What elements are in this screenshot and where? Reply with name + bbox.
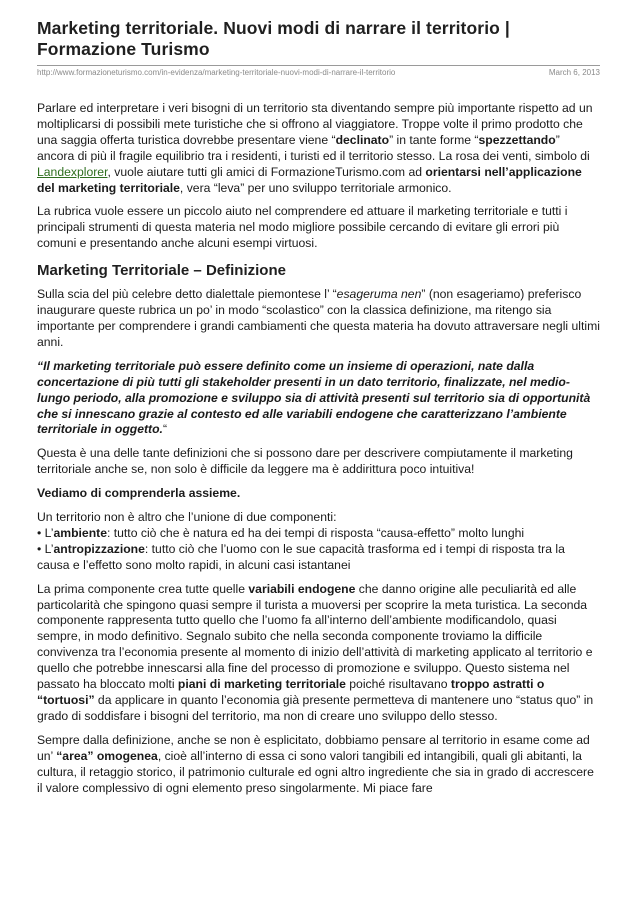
section-paragraph-2: Questa è una delle tante definizioni che si possono dare per descrivere compiutamente il marketing territoriale anche se, non solo è difficile da leggere ma è addirittura poco intuitiva! [37, 446, 573, 477]
bold-antropizzazione: antropizzazione [53, 541, 145, 556]
bold-spezzettando: spezzettando [478, 132, 556, 147]
italic-esageruma-nen: esageruma nen [336, 287, 422, 302]
section-paragraph-4: Sempre dalla definizione, anche se non è esplicitato, dobbiamo pensare al territorio in esame come ad un’ “area” omogenea, cioè all’interno di essa ci sono valori tangibili ed intangibili, quali gli abitanti, la cultura, il retaggio storico, il patrimonio culturale ed ogni altro ingrediente che sia in grado di accrescere il valore complessivo di ogni elemento preso singolarmente. Mi piace fare [37, 732, 594, 795]
page-title: Marketing territoriale. Nuovi modi di narrare il territorio | Formazione Turismo [37, 18, 510, 59]
definition-quote: “Il marketing territoriale può essere definito come un insieme di operazioni, nate dalla concertazione di più tutti gli stakeholder presenti in un dato territorio, finalizzate, nel medio-lungo periodo, alla promozione e sviluppo sia di attività presenti sul territorio sia di opportunità che si innescano grazie al contesto ed alle variabili endogene che caratterizzano l’ambiente territoriale in oggetto.“ [37, 358, 591, 437]
publish-date: March 6, 2013 [548, 68, 600, 77]
section-paragraph-3: La prima componente crea tutte quelle variabili endogene che danno origine alle peculiarità ed alle particolarità che spingono quasi sempre il turista a muoversi per scoprire la meta turistica. La seconda componente rappresenta tutto quello che l’uomo fa all’interno dell’ambiente modificandolo, quasi sempre, in modo definitivo. Segnalo subito che nella seconda componente troviamo la difficile convivenza tra l’economia presente al momento di inizio dell’attività di marketing applicato al territorio e quello che potrebbe innescarsi alla fine del processo di promozione e sviluppo. Questo sistema nel passato ha bloccato molti piani di marketing territoriale poiché risultavano troppo astratti o “tortuosi” da applicare in quanto l’economia già presente permetteva di mantenere uno “status quo” in grado di soddisfare i bisogni del territorio, ma non di creare uno sviluppo dello stesso. [37, 581, 594, 723]
intro-paragraph-2: La rubrica vuole essere un piccolo aiuto nel comprendere ed attuare il marketing territoriale e tutti i principali strumenti di questa materia nel modo migliore possibile cercando di evitare gli errori più comuni e presentando anche alcuni esempi virtuosi. [37, 204, 568, 251]
components-list: Un territorio non è altro che l’unione di due componenti: • L’ambiente: tutto ciò che è natura ed ha dei tempi di risposta “causa-effetto” molto lunghi • L’antropizzazione: tutto ciò che l’uomo con le sue capacità trasforma ed i tempi di risposta tra la causa e l’effetto sono molto rapidi, in alcuni casi istantanei [37, 510, 565, 572]
article-body [37, 101, 600, 796]
landexplorer-link[interactable]: Landexplorer [37, 164, 108, 179]
section-paragraph-1: Sulla scia del più celebre detto dialettale piemontese l’ “esageruma nen” (non esageriamo) preferisco inaugurare queste rubrica un po’ in modo “scolastico” con la classica definizione, ma ritengo sia importante per comprendere i grandi cambiamenti che questa materia ha dovuto attraversare negli ultimi anni. [37, 287, 600, 349]
bold-ambiente: ambiente [53, 525, 107, 540]
source-url: http://www.formazioneturismo.com/in-evidenza/marketing-territoriale-nuovi-modi-di-narrare-il-territorio [37, 68, 396, 77]
bold-orientarsi: orientarsi nell’applicazione del marketing territoriale [37, 164, 582, 195]
bold-declinato: declinato [335, 132, 390, 147]
title-divider [37, 65, 600, 66]
section-subheading: Vediamo di comprenderla assieme. [37, 486, 241, 501]
intro-paragraph-1: Parlare ed interpretare i veri bisogni di un territorio sta diventando sempre più importante rispetto ad un moltiplicarsi di possibili mete turistiche che si offrono al viaggiatore. Troppe volte il primo prodotto che una saggia offerta turistica dovrebbe presentare viene “declinato” in tante forme “spezzettando” ancora di più il fragile equilibrio tra i residenti, i turisti ed il territorio stesso. La rosa dei venti, simbolo di Landexplorer, vuole aiutare tutti gli amici di FormazioneTurismo.com ad orientarsi nell’applicazione del marketing territoriale, vera “leva” per uno sviluppo territoriale armonico. [37, 101, 593, 195]
page-meta [37, 68, 600, 78]
section-heading: Marketing Territoriale – Definizione [37, 262, 286, 280]
